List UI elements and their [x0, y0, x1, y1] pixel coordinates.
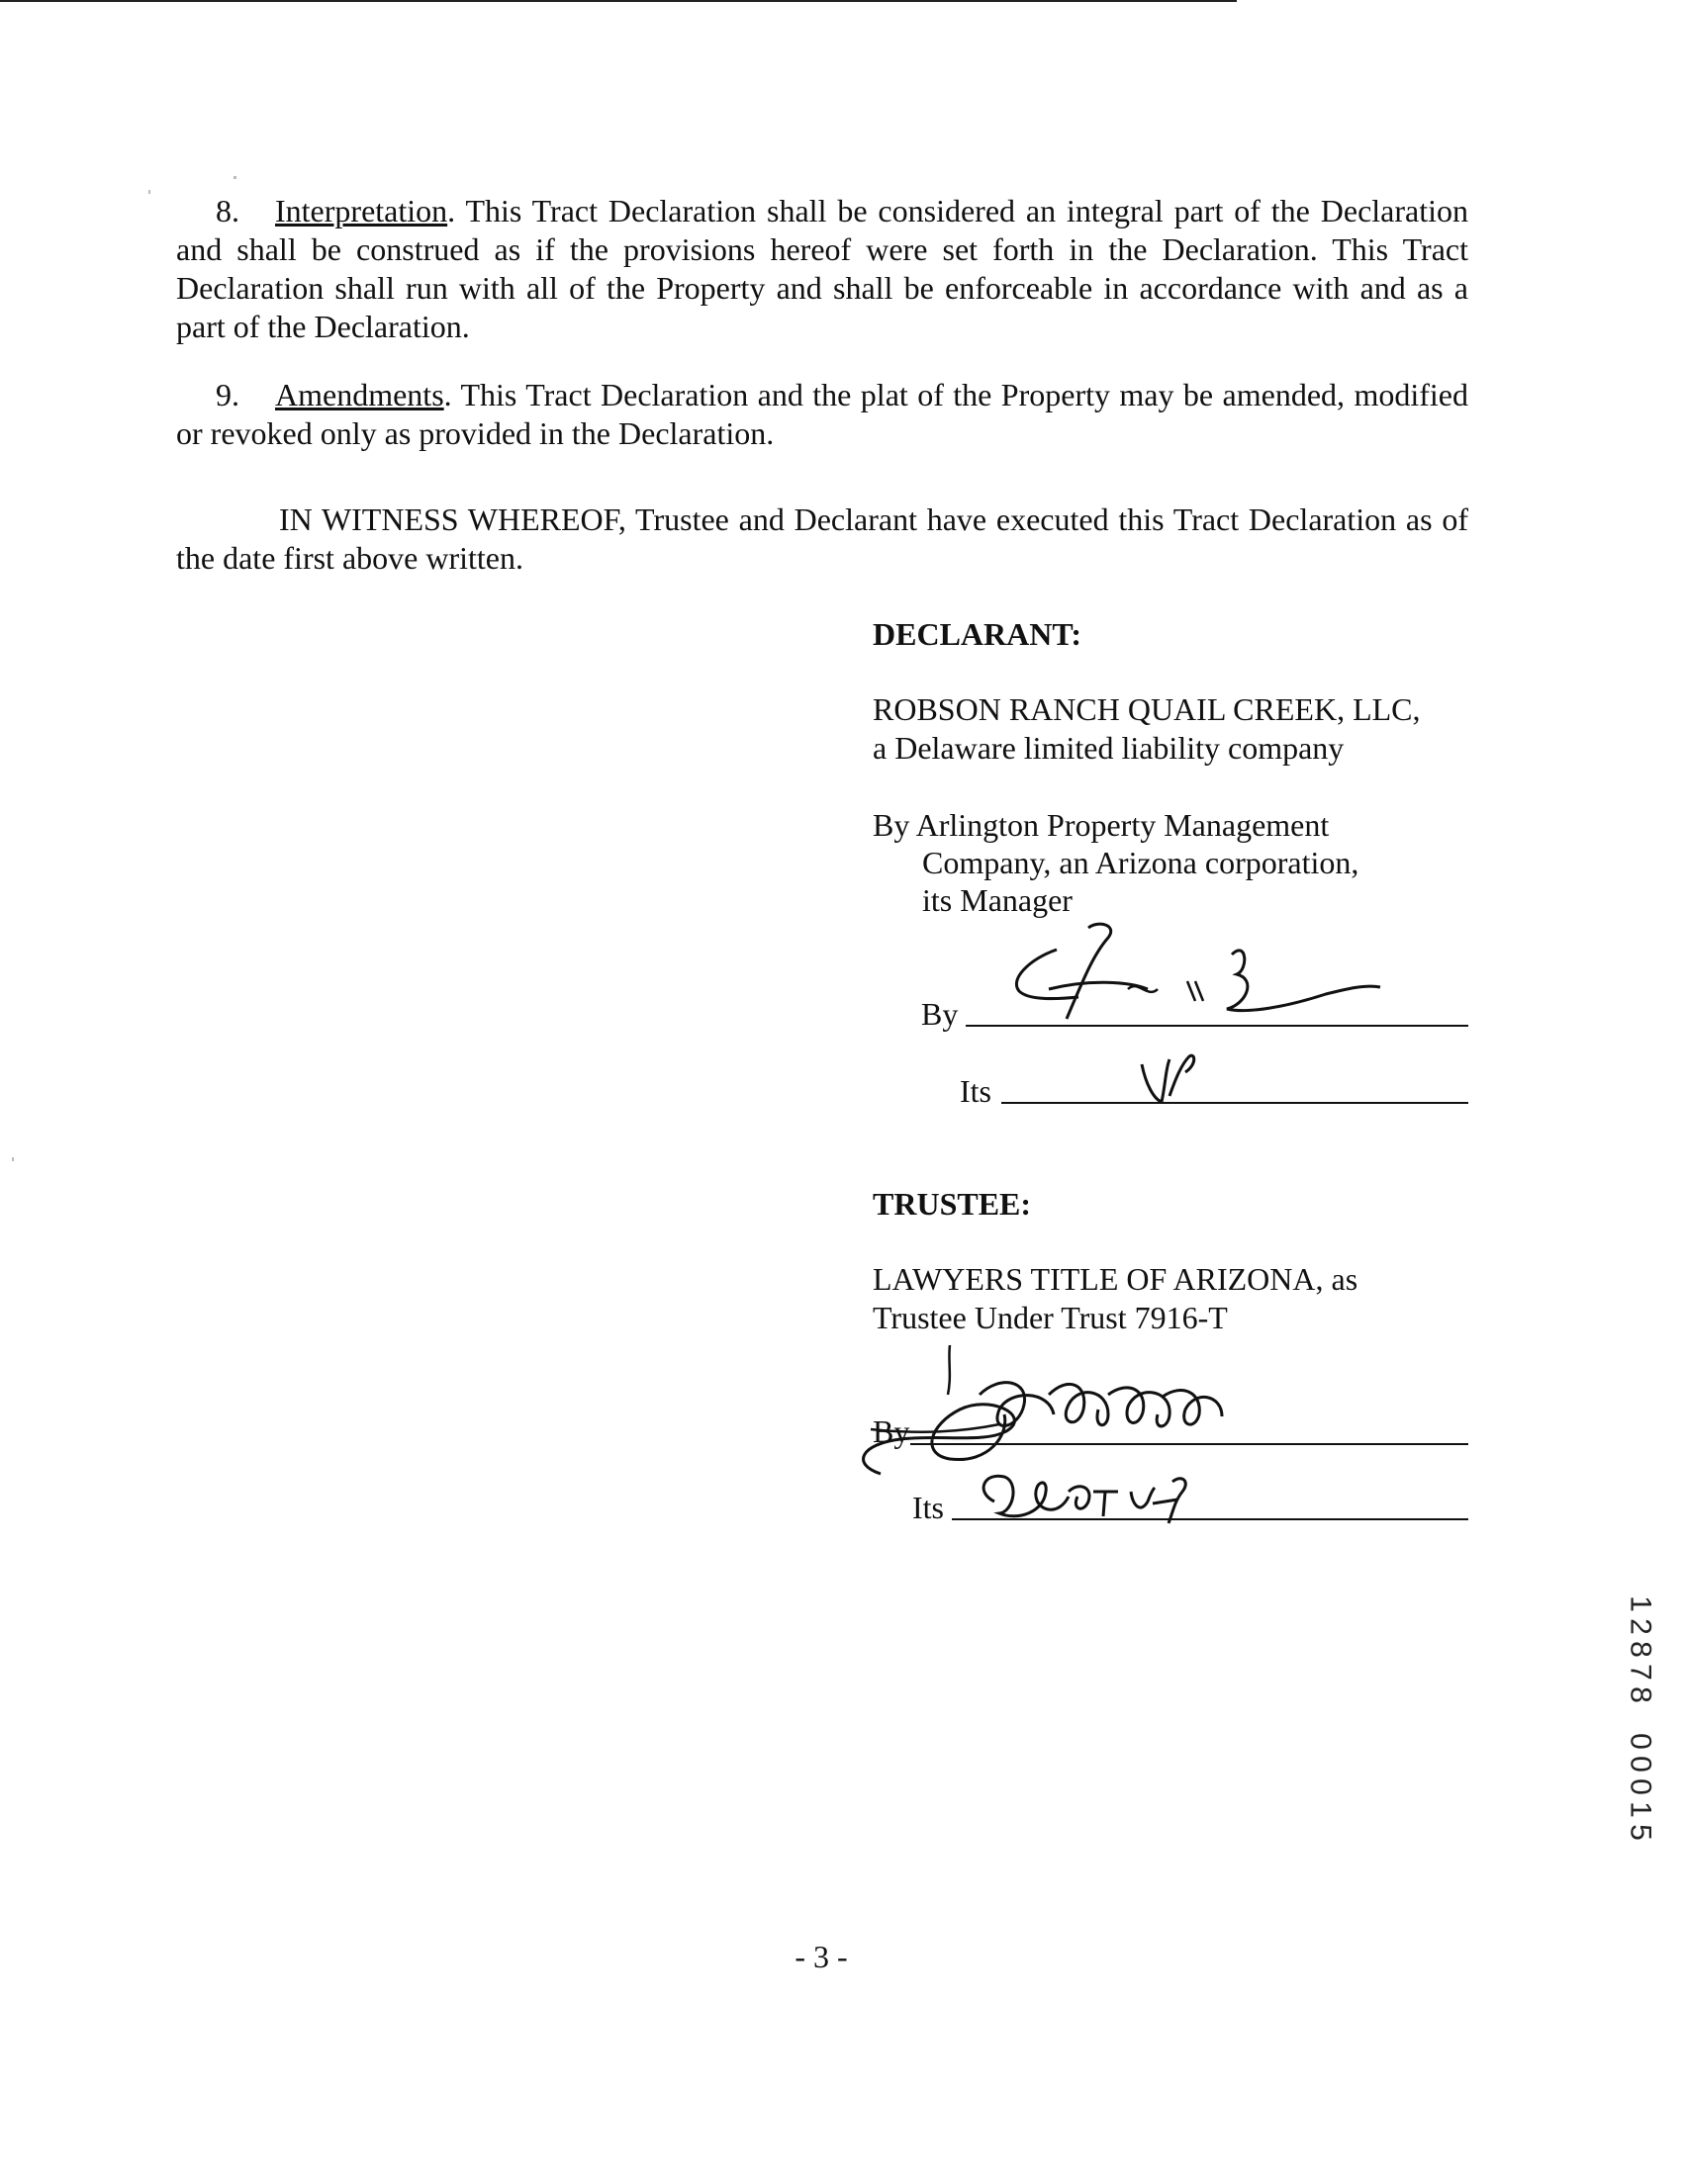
paragraph-heading: Interpretation	[275, 193, 448, 228]
declarant-title-handwriting	[1136, 1045, 1215, 1114]
paragraph-amendments	[176, 376, 1468, 453]
scan-speck	[148, 190, 150, 194]
recording-digit: 8	[1624, 1686, 1657, 1703]
paragraph-heading: Amendments	[275, 377, 444, 412]
recording-digit: 1	[1624, 1801, 1657, 1818]
paragraph-text: . This Tract Declaration shall be considered an integral part of the Declaration and shall be construed as if the provisions hereof were set forth in the Declaration. This Tract Declaration shall run with all of the Property and shall be enforceable in accordance with and as a part of the Declaration.	[176, 193, 1468, 344]
page-number: - 3 -	[795, 1939, 848, 1974]
paragraph-text: . This Tract Declaration and the plat of the Property may be amended, modified or revoked only as provided in the Declaration.	[176, 377, 1468, 451]
paragraph-number: 8.	[216, 193, 239, 228]
declarant-company-line1: ROBSON RANCH QUAIL CREEK, LLC,	[873, 691, 1421, 727]
recording-digit: 0	[1624, 1733, 1657, 1750]
paragraph-interpretation	[176, 192, 1468, 346]
trustee-heading: TRUSTEE:	[873, 1186, 1032, 1222]
witness-clause: IN WITNESS WHEREOF, Trustee and Declarant have executed this Tract Declaration as of the date first above written.	[176, 501, 1468, 576]
recording-digit: 7	[1624, 1664, 1657, 1681]
paragraph-number: 9.	[216, 377, 239, 412]
recording-digit: 0	[1624, 1756, 1657, 1773]
scan-speck	[234, 176, 236, 179]
trustee-company-line2: Trustee Under Trust 7916-T	[873, 1300, 1228, 1335]
declarant-by-line3: its Manager	[922, 882, 1073, 918]
trustee-its-label: Its	[912, 1490, 944, 1525]
recording-digit: 1	[1624, 1595, 1657, 1612]
trustee-title-handwriting	[975, 1452, 1202, 1531]
declarant-company-line2: a Delaware limited liability company	[873, 730, 1345, 766]
trustee-company-line1: LAWYERS TITLE OF ARIZONA, as	[873, 1261, 1358, 1297]
declarant-signature	[989, 920, 1405, 1029]
declarant-by-line2: Company, an Arizona corporation,	[922, 845, 1359, 880]
trustee-by-label: By	[873, 1413, 910, 1449]
declarant-by-label: By	[921, 996, 959, 1032]
recording-digit: 2	[1624, 1618, 1657, 1635]
scan-top-border	[0, 0, 1237, 2]
declarant-by-line1: By Arlington Property Management	[873, 807, 1330, 843]
declarant-heading: DECLARANT:	[873, 616, 1081, 652]
recording-digit: 8	[1624, 1641, 1657, 1658]
recording-digit: 5	[1624, 1824, 1657, 1841]
declarant-its-signature-line	[1001, 1102, 1468, 1104]
declarant-its-label: Its	[960, 1073, 991, 1109]
recording-digit: 0	[1624, 1778, 1657, 1795]
recording-number	[1623, 1592, 1658, 1844]
scan-speck	[12, 1157, 14, 1161]
